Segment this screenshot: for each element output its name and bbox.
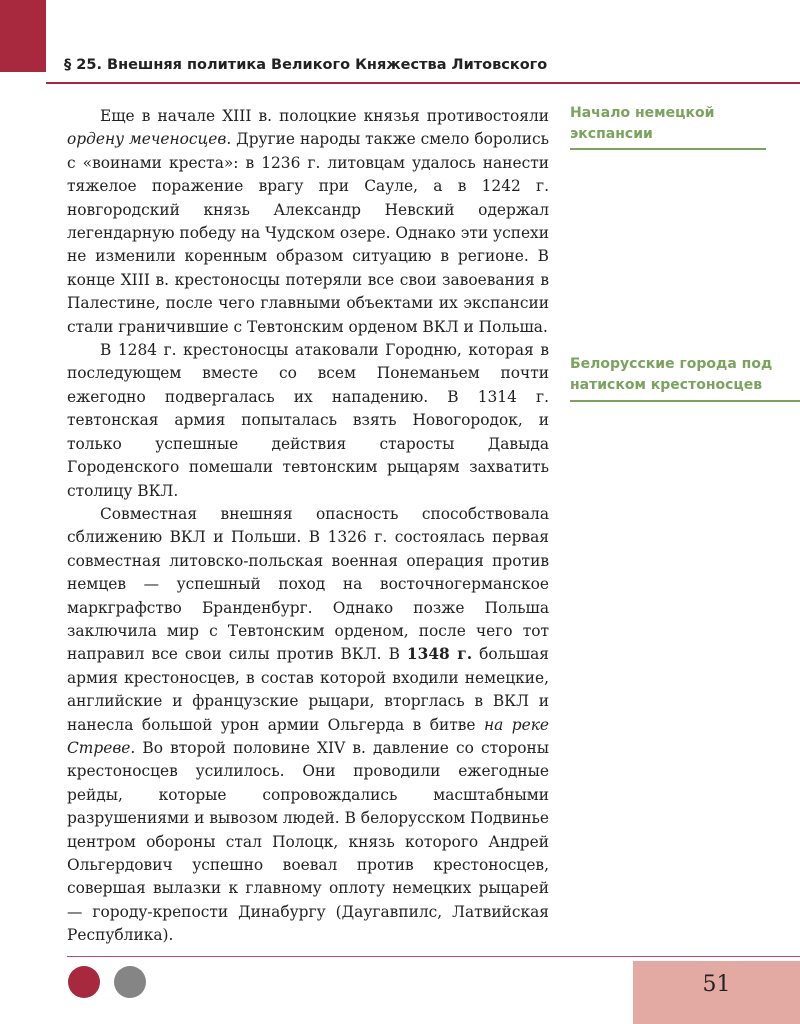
paragraph-1-text-c: . Другие народы также смело боролись с «воинами креста»: в 1236 г. литовцам удалось нанести тяжелое поражение врагу при Сауле, а в 1242 г. новгородский князь Александр Невский одержал легендарную победу на Чудском озере. Однако эти успехи не изменили коренным образом ситуацию в регионе. В конце XIII в. крестоносцы потеряли все свои завоевания в Палестине, после чего главными объектами их экспансии стали граничившие с Тевтонским орденом ВКЛ и Польша. — [67, 130, 549, 336]
paragraph-3-text-c: большая армия крестоносцев, в состав которой входили немецкие, английские и французские рыцари, вторглась в ВКЛ и нанесла большой урон армии Ольгерда в битве — [67, 645, 549, 734]
side-note-divider — [570, 148, 766, 150]
header-divider — [46, 82, 800, 84]
corner-color-block — [0, 0, 46, 72]
section-header-title: § 25. Внешняя политика Великого Княжества Литовского — [64, 57, 548, 73]
side-note-belarusian-cities: Белорусские города под натиском крестоносцев — [570, 356, 773, 393]
paragraph-1-text-a: Еще в начале XIII в. полоцкие князья противостояли — [100, 107, 549, 125]
page-number: 51 — [702, 972, 731, 997]
italic-term-river: на реке Стреве — [67, 715, 549, 757]
side-note-german-expansion: Начало немецкой экспансии — [570, 105, 715, 142]
italic-term-order: ордену меченосцев — [67, 130, 227, 149]
page-number-box — [633, 961, 800, 1024]
red-circle-icon — [68, 966, 100, 998]
bold-date-1348: 1348 г. — [406, 645, 473, 664]
side-note-divider — [570, 400, 800, 402]
paragraph-3-text-e: . Во второй половине XIV в. давление со стороны крестоносцев усилилось. Они проводили ежегодные рейды, которые сопровождались масштабными разрушениями и вывозом людей. В белорусском Подвинье центром обороны стал Полоцк, князь которого Андрей Ольгердович успешно воевал против крестоносцев, совершая вылазки к главному оплоту немецких рыцарей — городу-крепости Динабургу (Даугавпилс, Латвийская Республика). — [67, 738, 549, 945]
paragraph-3 — [67, 503, 549, 948]
grey-circle-icon — [114, 966, 146, 998]
footer-divider — [67, 956, 800, 957]
paragraph-1 — [67, 105, 549, 339]
main-text-column — [67, 105, 549, 948]
paragraph-2: В 1284 г. крестоносцы атаковали Городню, которая в последующем вместе со всем Понеманьем почти ежегодно подвергалась их нападению. В 1314 г. тевтонская армия попыталась взять Новогородок, и только успешные действия старосты Давыда Городенского помешали тевтонским рыцарям захватить столицу ВКЛ. — [67, 341, 549, 500]
paragraph-3-text-a: Совместная внешняя опасность способствовала сближению ВКЛ и Польши. В 1326 г. состоялась первая совместная литовско-польская военная операция против немцев — успешный поход на восточногерманское маркграфство Бранденбург. Однако позже Польша заключила мир с Тевтонским орденом, после чего тот направил все свои силы против ВКЛ. В — [67, 504, 549, 664]
